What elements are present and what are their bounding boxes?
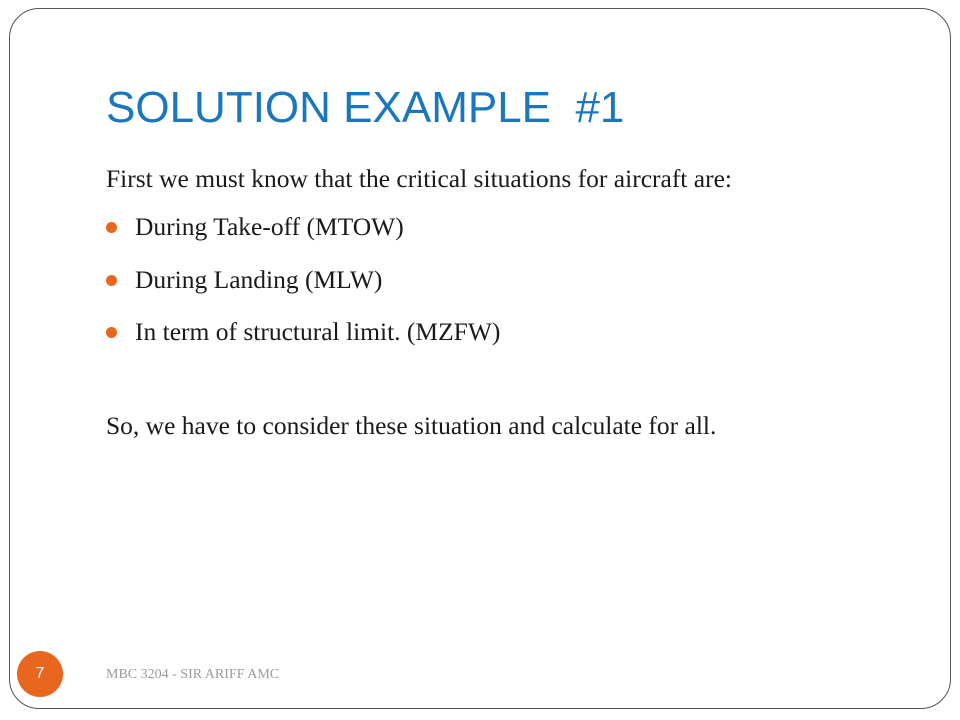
page-number-badge: 7 [17, 651, 63, 697]
bullet-text: In term of structural limit. (MZFW) [135, 317, 501, 346]
bullet-dot-icon [106, 222, 117, 233]
conclusion-text: So, we have to consider these situation and calculate for all. [106, 411, 717, 440]
bullet-item-mzfw [106, 317, 500, 370]
bullet-item-mlw [106, 265, 500, 318]
intro-text: First we must know that the critical situations for aircraft are: [106, 164, 732, 193]
bullet-text: During Take-off (MTOW) [135, 212, 404, 241]
bullet-dot-icon [106, 275, 117, 286]
bullet-text: During Landing (MLW) [135, 264, 383, 294]
bullet-dot-icon [106, 327, 117, 338]
slide-title: SOLUTION EXAMPLE #1 [106, 83, 625, 132]
footer-text: MBC 3204 - SIR ARIFF AMC [106, 667, 280, 682]
bullet-list [106, 212, 500, 370]
bullet-item-mtow [106, 212, 500, 265]
